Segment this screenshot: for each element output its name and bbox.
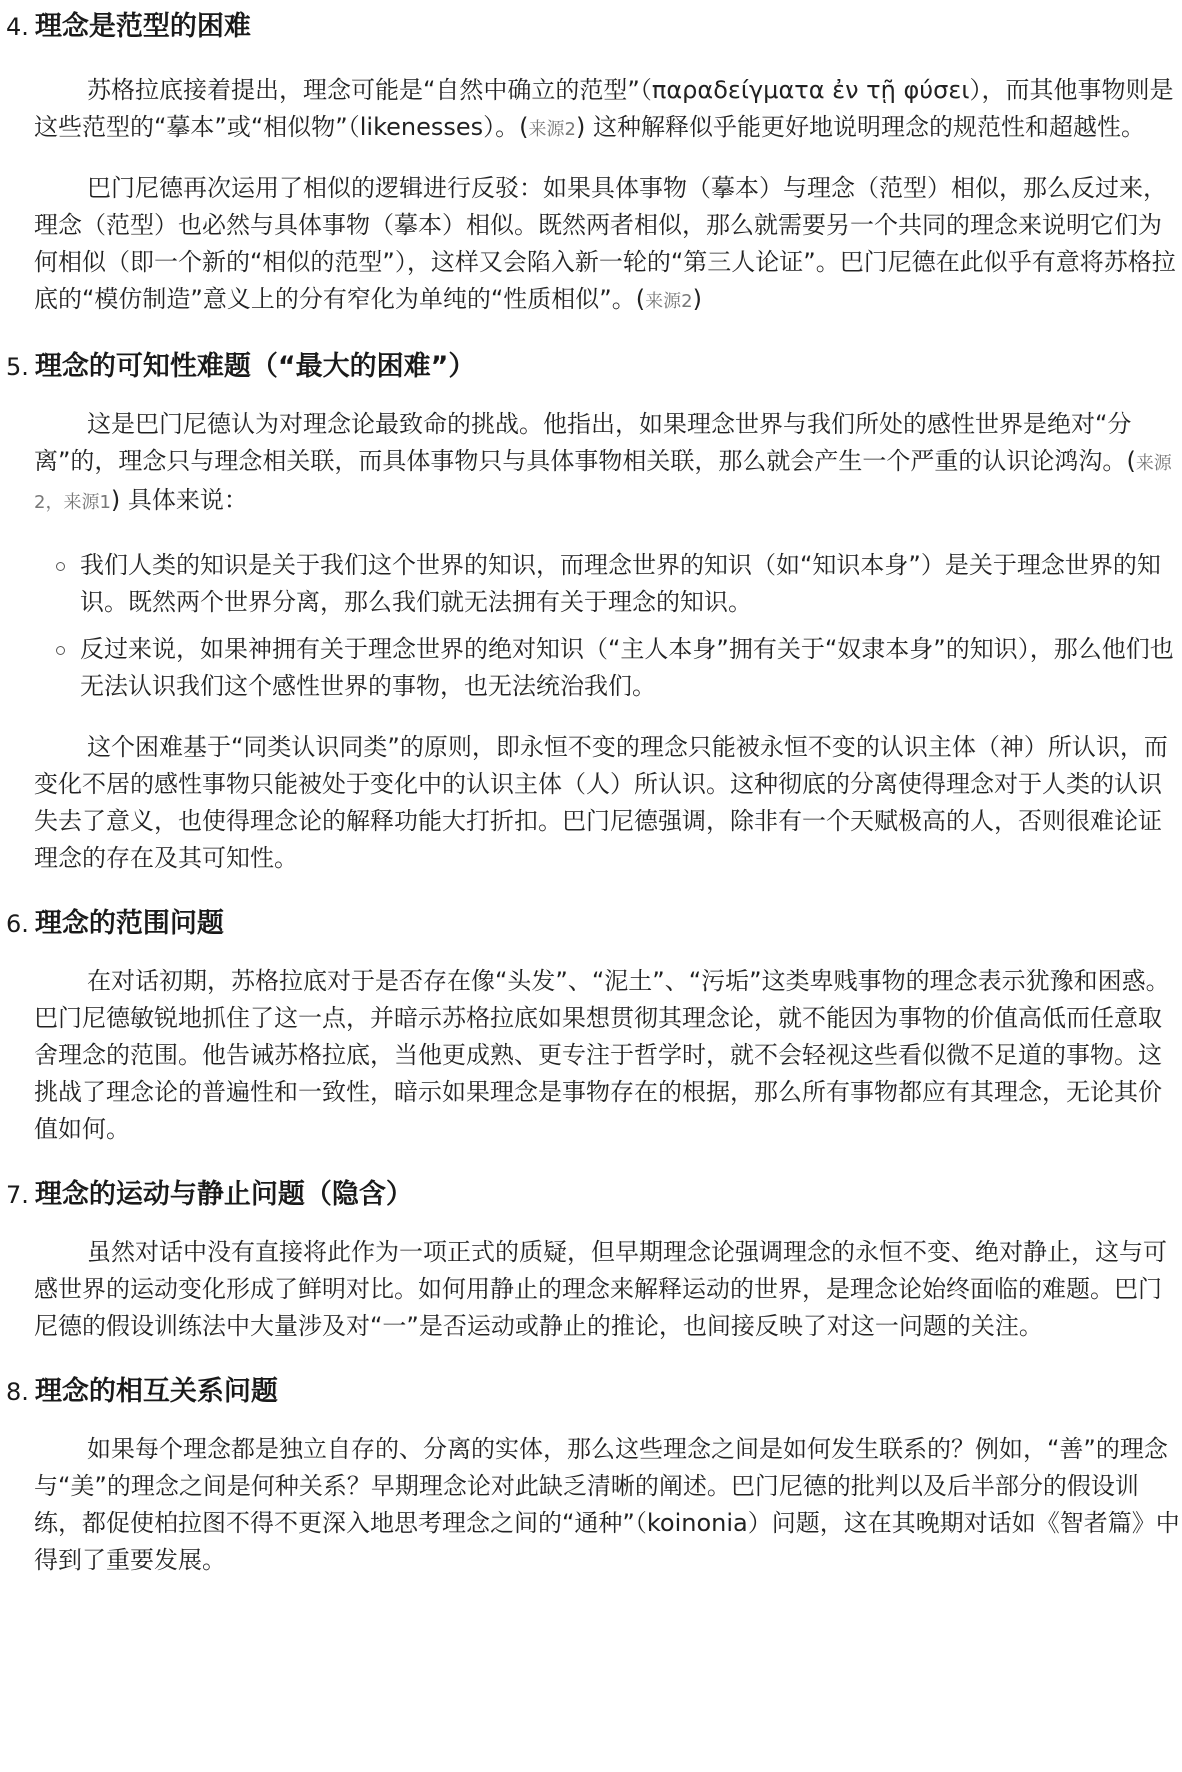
- section-heading: [6, 348, 1182, 386]
- paragraph-text: 具体来说：: [127, 486, 248, 514]
- section-number: 8.: [6, 1378, 29, 1406]
- section-heading: [6, 905, 1182, 943]
- list-item: [56, 547, 1182, 621]
- paragraph-text: 在对话初期，苏格拉底对于是否存在像“头发”、“泥土”、“污垢”这类卑贱事物的理念表示犹豫和困惑。巴门尼德敏锐地抓住了这一点，并暗示苏格拉底如果想贯彻其理念论，就不能因为事物的价值高低而任意取舍理念的范围。他告诫苏格拉底，当他更成熟、更专注于哲学时，就不会轻视这些看似微不足道的事物。这挑战了理念论的普遍性和一致性，暗示如果理念是事物存在的根据，那么所有事物都应有其理念，无论其价值如何。: [34, 967, 1170, 1143]
- paragraph: 苏格拉底接着提出，理念可能是“自然中确立的范型”（παραδείγματα ἐν τῇ φύσει），而其他事物则是这些范型的“摹本”或“相似物”（likenesses）。(来源2) 这种解释似乎能更好地说明理念的规范性和超越性。: [34, 76, 1174, 141]
- paragraph-text: 这个困难基于“同类认识同类”的原则，即永恒不变的理念只能被永恒不变的认识主体（神）所认识，而变化不居的感性事物只能被处于变化中的认识主体（人）所认识。这种彻底的分离使得理念对于人类的认识失去了意义，也使得理念论的解释功能大打折扣。巴门尼德强调，除非有一个天赋极高的人，否则很难论证理念的存在及其可知性。: [34, 733, 1168, 872]
- section-heading: [6, 1176, 1182, 1214]
- section-title: 理念的可知性难题（“最大的困难”）: [34, 351, 476, 382]
- paragraph: 巴门尼德再次运用了相似的逻辑进行反驳：如果具体事物（摹本）与理念（范型）相似，那么反过来，理念（范型）也必然与具体事物（摹本）相似。既然两者相似，那么就需要另一个共同的理念来说明它们为何相似（即一个新的“相似的范型”），这样又会陷入新一轮的“第三人论证”。巴门尼德在此似乎有意将苏格拉底的“模仿制造”意义上的分有窄化为单纯的“性质相似”。(来源2): [34, 174, 1176, 313]
- paragraph-text: 苏格拉底接着提出，理念可能是“自然中确立的范型”（παραδείγματα ἐν τῇ φύσει），而其他事物则是这些范型的“摹本”或“相似物”（likenesses）。: [34, 76, 1174, 141]
- paragraph: [6, 1431, 1182, 1579]
- section-heading: [6, 8, 1182, 46]
- section-heading: [6, 1373, 1182, 1411]
- source-link[interactable]: 来源2: [645, 291, 693, 312]
- section-7: [6, 1176, 1182, 1345]
- section-title: 理念是范型的困难: [34, 11, 251, 42]
- paragraph: [6, 1234, 1182, 1345]
- section-4: [6, 0, 1182, 320]
- paragraph-text: 这种解释似乎能更好地说明理念的规范性和超越性。: [592, 113, 1145, 141]
- source-link[interactable]: 来源2，来源1: [34, 453, 1172, 513]
- paragraph: [6, 729, 1182, 877]
- section-number: 5.: [6, 353, 29, 381]
- paragraph-text: 这是巴门尼德认为对理念论最致命的挑战。他指出，如果理念世界与我们所处的感性世界是绝对“分离”的，理念只与理念相关联，而具体事物只与具体事物相关联，那么就会产生一个严重的认识论鸿沟。: [34, 410, 1132, 475]
- hollow-circle-bullet-icon: [56, 562, 65, 571]
- list-item-text: 反过来说，如果神拥有关于理念世界的绝对知识（“主人本身”拥有关于“奴隶本身”的知识），那么他们也无法认识我们这个感性世界的事物，也无法统治我们。: [80, 635, 1174, 700]
- section-8: [6, 1373, 1182, 1579]
- paragraph-text: 巴门尼德再次运用了相似的逻辑进行反驳：如果具体事物（摹本）与理念（范型）相似，那么反过来，理念（范型）也必然与具体事物（摹本）相似。既然两者相似，那么就需要另一个共同的理念来说明它们为何相似（即一个新的“相似的范型”），这样又会陷入新一轮的“第三人论证”。巴门尼德在此似乎有意将苏格拉底的“模仿制造”意义上的分有窄化为单纯的“性质相似”。: [34, 174, 1176, 313]
- section-number: 4.: [6, 13, 29, 41]
- section-title: 理念的相互关系问题: [34, 1376, 278, 1407]
- list-item-text: 我们人类的知识是关于我们这个世界的知识，而理念世界的知识（如“知识本身”）是关于理念世界的知识。既然两个世界分离，那么我们就无法拥有关于理念的知识。: [80, 551, 1161, 616]
- bullet-list: [6, 547, 1182, 705]
- paragraph: 这是巴门尼德认为对理念论最致命的挑战。他指出，如果理念世界与我们所处的感性世界是绝对“分离”的，理念只与理念相关联，而具体事物只与具体事物相关联，那么就会产生一个严重的认识论鸿沟。(来源2，来源1) 具体来说：: [34, 410, 1172, 514]
- source-link[interactable]: 来源2: [528, 119, 576, 140]
- list-item: [56, 631, 1182, 705]
- section-number: 6.: [6, 910, 29, 938]
- section-title: 理念的运动与静止问题（隐含）: [34, 1179, 413, 1210]
- paragraph-text: 如果每个理念都是独立自存的、分离的实体，那么这些理念之间是如何发生联系的？例如，“善”的理念与“美”的理念之间是何种关系？早期理念论对此缺乏清晰的阐述。巴门尼德的批判以及后半部分的假设训练，都促使柏拉图不得不更深入地思考理念之间的“通种”（koinonia）问题，这在其晚期对话如《智者篇》中得到了重要发展。: [34, 1435, 1180, 1574]
- section-title: 理念的范围问题: [34, 908, 224, 939]
- section-number: 7.: [6, 1181, 29, 1209]
- paragraph: [6, 963, 1182, 1148]
- paragraph-text: 虽然对话中没有直接将此作为一项正式的质疑，但早期理念论强调理念的永恒不变、绝对静止，这与可感世界的运动变化形成了鲜明对比。如何用静止的理念来解释运动的世界，是理念论始终面临的难题。巴门尼德的假设训练法中大量涉及对“一”是否运动或静止的推论，也间接反映了对这一问题的关注。: [34, 1238, 1167, 1340]
- section-5: [6, 348, 1182, 877]
- hollow-circle-bullet-icon: [56, 646, 65, 655]
- section-6: [6, 905, 1182, 1148]
